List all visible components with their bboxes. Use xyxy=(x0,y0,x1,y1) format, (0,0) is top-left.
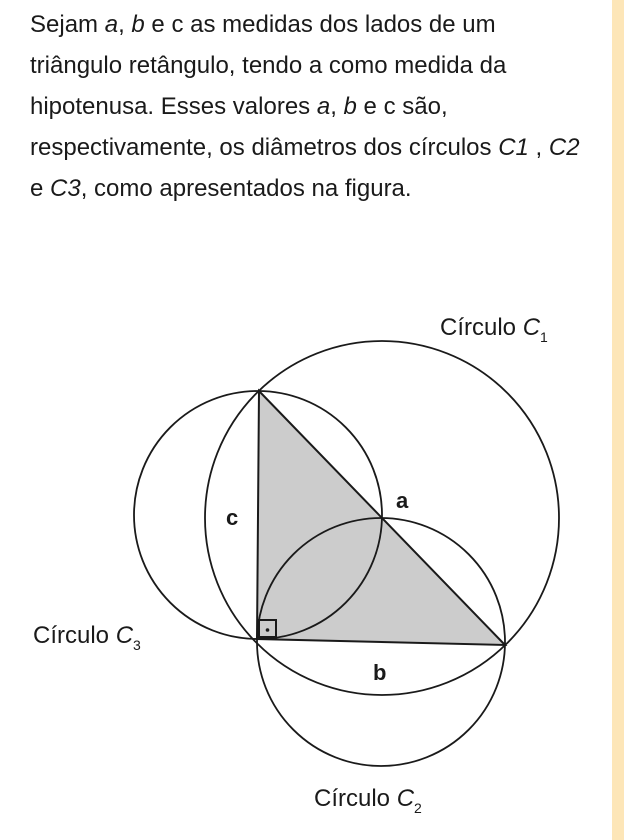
var-a: a xyxy=(104,11,119,38)
side-label-c: c xyxy=(226,505,239,530)
right-angle-dot xyxy=(266,628,270,632)
circle-c3-label: Círculo $C_3$ xyxy=(33,622,141,653)
circle-c2-label: Círculo $C_2$ xyxy=(314,785,422,816)
var-c: c xyxy=(171,11,184,38)
question-text: Sejam a, b e c as medidas dos lados de um triângulo retângulo, tendo a como medida da hipotenusa. Esses valores a, b e c são, respectivamente, os diâmetros dos círculos C1 , C2 e C3, como apresentados na figura. xyxy=(30,11,580,202)
circle-c1-ref: C1 xyxy=(498,134,529,161)
right-accent-bar xyxy=(612,0,624,840)
circle-c2-ref: C2 xyxy=(548,134,580,161)
side-label-a: a xyxy=(396,488,409,513)
geometry-figure xyxy=(0,290,600,840)
side-label-b: b xyxy=(373,660,387,685)
var-a2: a xyxy=(316,93,331,120)
var-b: b xyxy=(131,11,145,38)
var-b2: b xyxy=(343,93,357,120)
circle-c1-label: Círculo $C_1$ xyxy=(440,314,548,345)
circle-c3-ref: C3 xyxy=(50,175,81,202)
